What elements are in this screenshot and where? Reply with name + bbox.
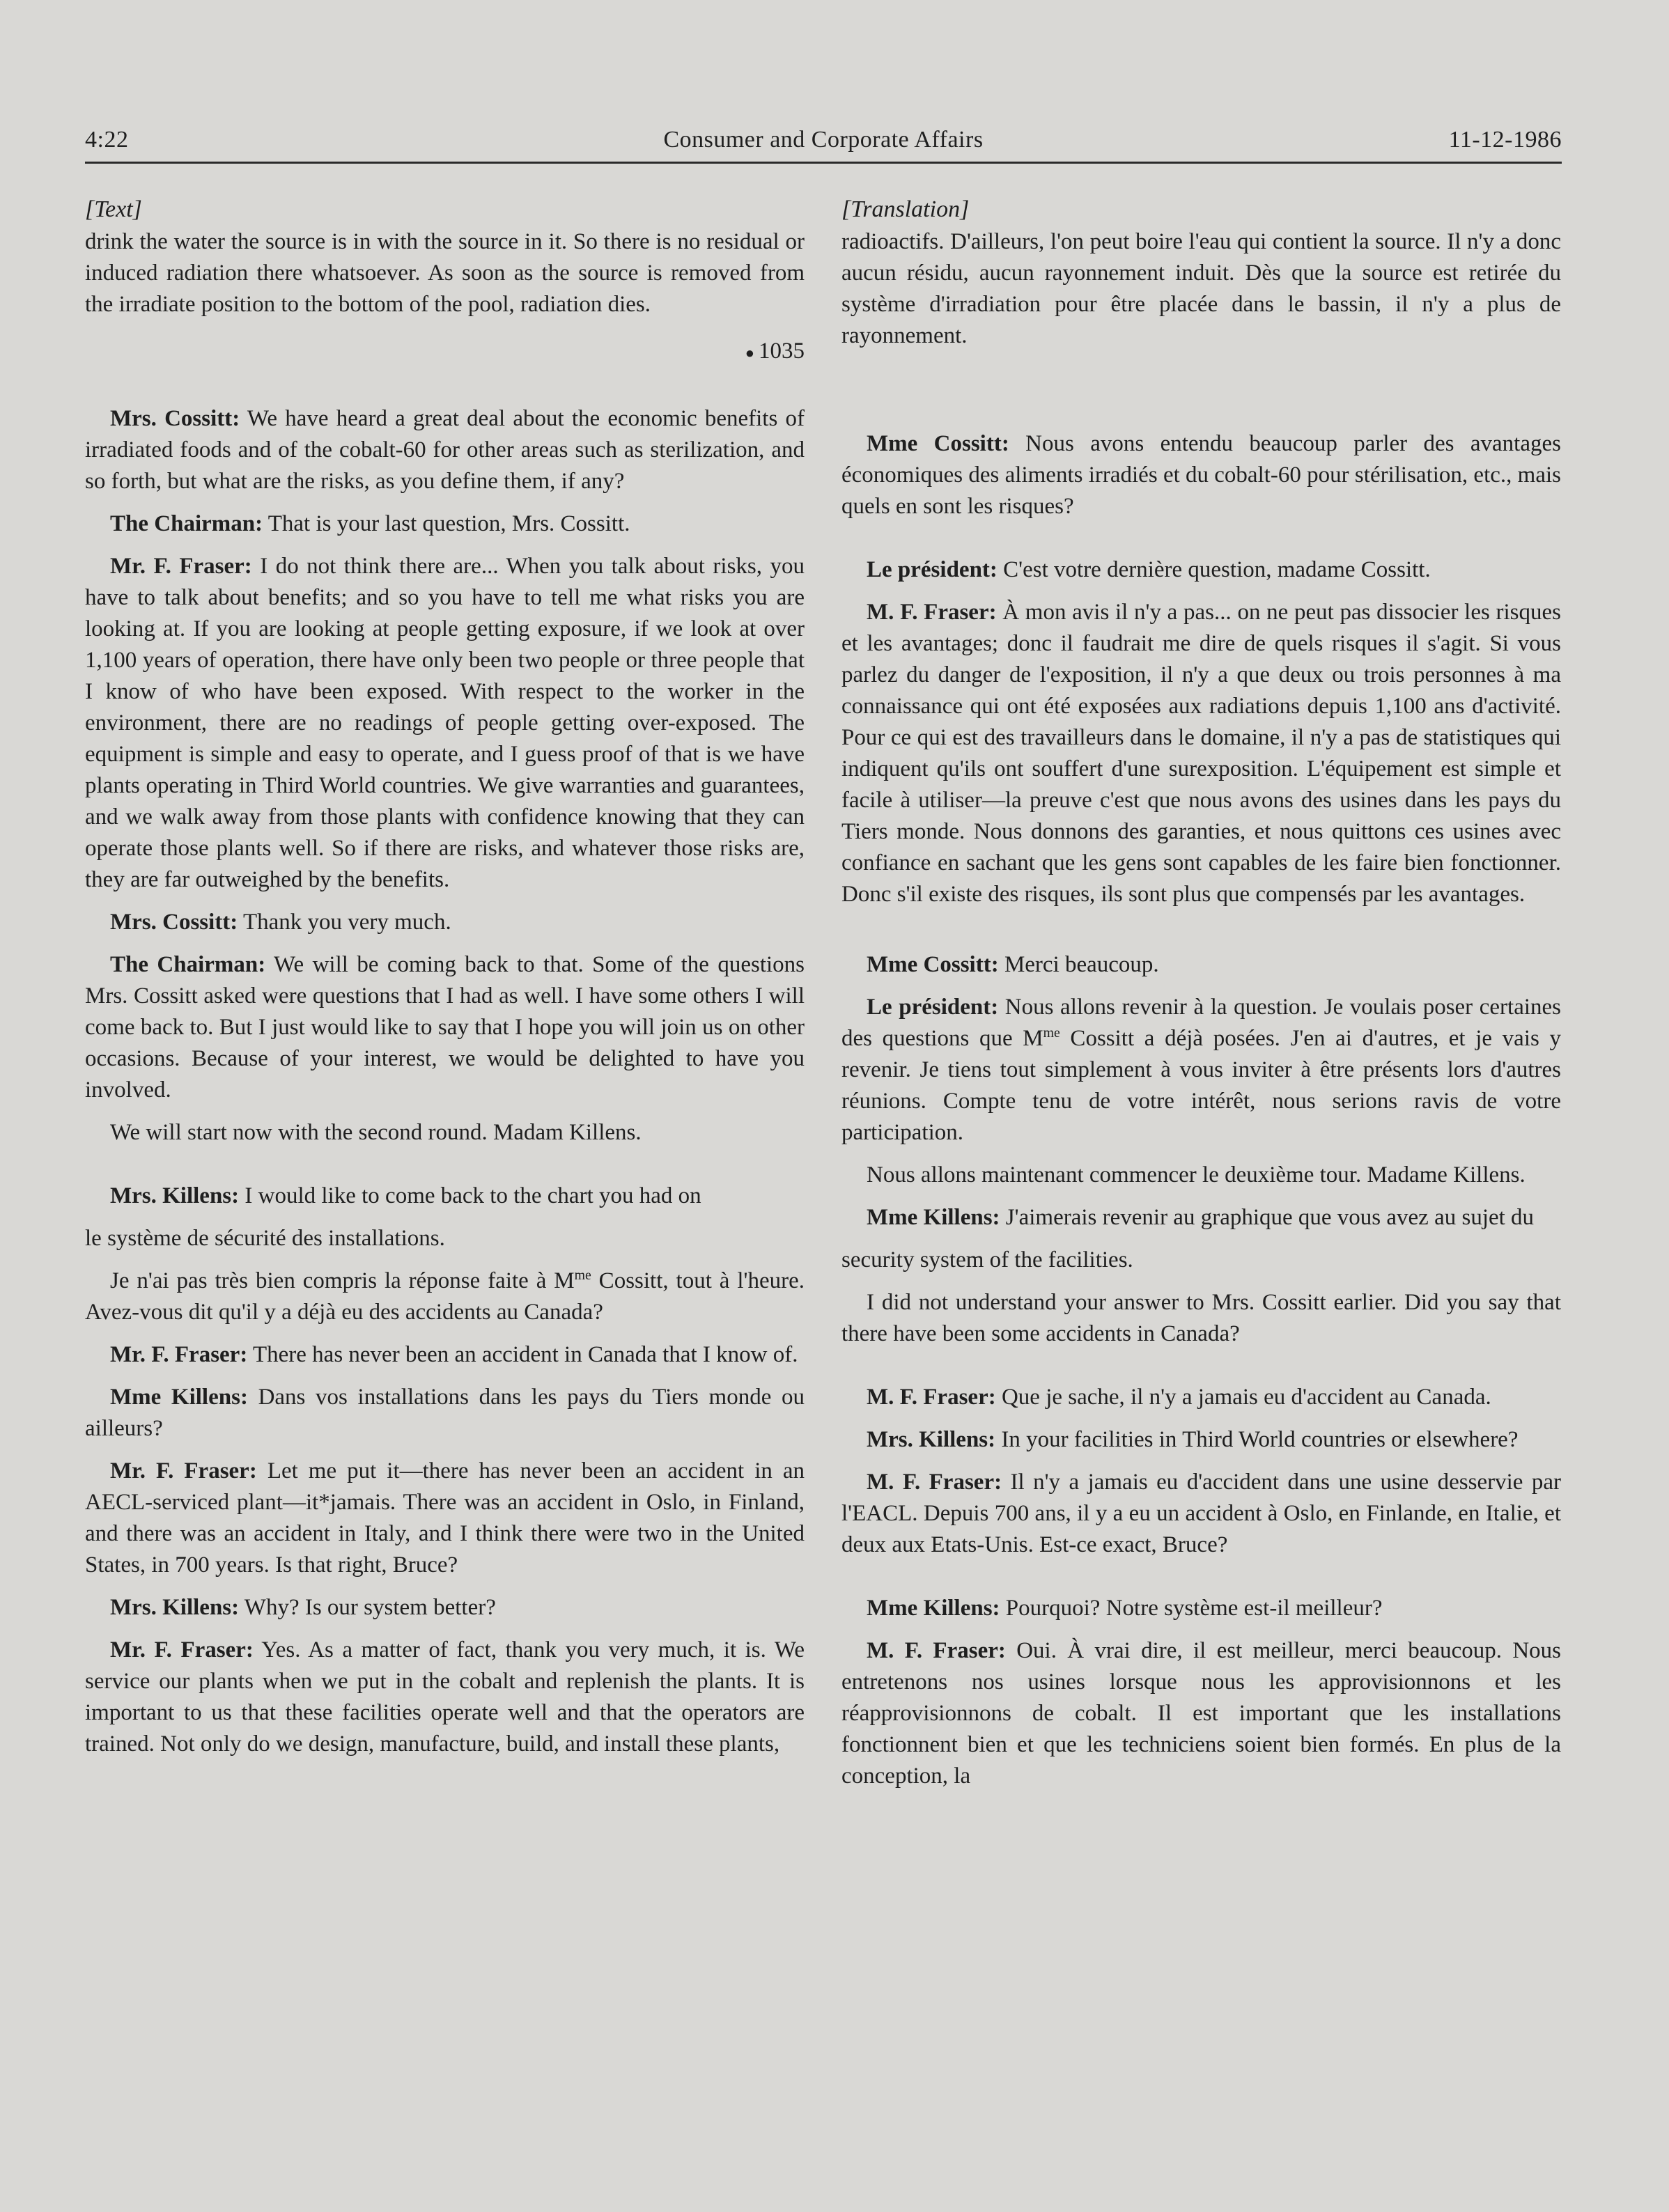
speech: Mrs. Killens: I would like to come back to the chart you had on [110,1183,701,1208]
speech: Le président: C'est votre dernière question, madame Cossitt. [867,557,1431,582]
speaker: The Chairman: [110,951,266,977]
bullet-icon: ● [745,343,754,361]
column-label: [Translation] [841,196,970,222]
paragraph: drink the water the source is in with the source in it. So there is no residual or induced radiation there whatsoever. As soon as the source is removed from the irradiate position to the bottom of the pool, radiation dies. [85,229,805,317]
speaker: M. F. Fraser: [867,600,997,625]
translation-column [841,194,1561,1803]
speech: Mrs. Cossitt: We have heard a great deal about the economic benefits of irradiated foods and of the cobalt-60 for other areas such as sterilization, and so forth, but what are the risks, as you define them, if any? [85,405,805,494]
column-label: [Text] [85,196,142,222]
speaker: Mme Cossitt: [867,952,999,977]
speaker: Mr. F. Fraser: [110,553,252,579]
speech: Mr. F. Fraser: Let me put it—there has never been an accident in an AECL-serviced plant—it*jamais. There was an accident in Oslo, in Finland, and there was an accident in Italy, and I think there were two in the United States, in 700 years. Is that right, Bruce? [85,1458,805,1578]
speech: Mme Killens: Pourquoi? Notre système est-il meilleur? [867,1596,1383,1621]
speaker: Mrs. Cossitt: [110,405,240,431]
paragraph: le système de sécurité des installations. [85,1225,445,1251]
speech: Mr. F. Fraser: Yes. As a matter of fact, thank you very much, it is. We service our plants when we put in the cobalt and replenish the plants. It is important to us that these facilities operate well and that the operators are trained. Not only do we design, manufacture, build, and install these plants, [85,1637,805,1757]
sitting-date: 11-12-1986 [1448,127,1562,153]
paragraph: Je n'ai pas très bien compris la réponse faite à $M^{me}$ Cossitt, tout à l'heure. Avez-vous dit qu'il y a déjà eu des accidents au Canada? [85,1267,805,1325]
speech: Mrs. Killens: In your facilities in Third World countries or elsewhere? [867,1427,1519,1452]
speaker: Mrs. Killens: [110,1594,240,1620]
speech: M. F. Fraser: À mon avis il n'y a pas... on ne peut pas dissocier les risques et les avantages; donc il faudrait me dire de quels risques il s'agit. Si vous parlez du danger de l'exposition, il n'y a que deux ou trois personnes à ma connaissance qui ont été exposées aux radiations depuis 1,100 ans d'activité. Pour ce qui est des travailleurs dans le domaine, il n'y a pas de statistiques qui indiquent qu'ils ont souffert d'une surexposition. L'équipement est simple et facile à utiliser—la preuve c'est que nous avons des usines dans les pays du Tiers monde. Nous donnons des garanties, et nous quittons ces usines avec confiance en sachant que les gens sont capables de les faire bien fonctionner. Donc s'il existe des risques, ils sont plus que compensés par les avantages. [841,600,1561,907]
time-marker: ● 1035 [745,338,805,364]
speaker: M. F. Fraser: [867,1470,1002,1495]
page-number: 4:22 [85,127,129,153]
speech: The Chairman: We will be coming back to that. Some of the questions Mrs. Cossitt asked were questions that I had as well. I have some others I will come back to. But I just would like to say that I hope you will join us on other occasions. Because of your interest, we would be delighted to have you involved. [85,951,805,1103]
speaker: Mme Killens: [867,1205,1000,1230]
speaker: M. F. Fraser: [867,1385,996,1410]
text-column [85,194,805,1771]
speech: Mr. F. Fraser: There has never been an accident in Canada that I know of. [110,1341,798,1367]
speaker: Mme Killens: [867,1596,1000,1621]
speech: M. F. Fraser: Que je sache, il n'y a jamais eu d'accident au Canada. [867,1385,1491,1410]
paragraph: radioactifs. D'ailleurs, l'on peut boire l'eau qui contient la source. Il n'y a donc aucun résidu, aucun rayonnement induit. Dès que la source est retirée du système d'irradiation pour être placée dans le bassin, il n'y a plus de rayonnement. [841,229,1561,348]
speaker: Le président: [867,995,999,1020]
speaker: M. F. Fraser: [867,1638,1006,1663]
speech: Mrs. Cossitt: Thank you very much. [110,909,451,935]
speech: Mr. F. Fraser: I do not think there are... When you talk about risks, you have to talk about benefits; and so you have to tell me what risks you are looking at. If you are looking at people getting exposure, if we look at over 1,100 years of operation, there have only been two people or three people that I know of who have been exposed. With respect to the worker in the environment, there are no readings of people getting over-exposed. The equipment is simple and easy to operate, and I guess proof of that is we have plants operating in Third World countries. We give warranties and guarantees, and we walk away from those plants with confidence knowing that they can operate those plants well. So if there are risks, and whatever those risks are, they are far outweighed by the benefits. [85,553,805,892]
speaker: Mme Killens: [110,1384,248,1410]
paragraph: We will start now with the second round. Madam Killens. [110,1119,642,1145]
speech: Le président: Nous allons revenir à la question. Je voulais poser certaines des questions que $M^{me}$ Cossitt a déjà posées. J'en ai d'autres, et je vais y revenir. Je tiens tout simplement à vous inviter à être présents lors d'autres réunions. Compte tenu de votre intérêt, nous serions ravis de votre participation. [841,995,1562,1145]
paragraph: security system of the facilities. [841,1247,1133,1272]
speaker: Mme Cossitt: [867,431,1009,456]
speaker: Le président: [867,557,997,582]
speech: M. F. Fraser: Il n'y a jamais eu d'accident dans une usine desservie par l'EACL. Depuis 700 ans, il y a eu un accident à Oslo, en Finlande, en Italie, et deux aux Etats-Unis. Est-ce exact, Bruce? [841,1470,1561,1557]
page-header [85,123,1562,164]
committee-title: Consumer and Corporate Affairs [663,127,984,153]
paragraph: I did not understand your answer to Mrs. Cossitt earlier. Did you say that there have been some accidents in Canada? [841,1290,1561,1346]
speaker: Mr. F. Fraser: [110,1637,254,1662]
speech: The Chairman: That is your last question, Mrs. Cossitt. [110,511,630,536]
speech: M. F. Fraser: Oui. À vrai dire, il est meilleur, merci beaucoup. Nous entretenons nos usines lorsque nous les approvisionnons et les réapprovisionnons de cobalt. Il est important que les installations fonctionnent bien et que les techniciens soient bien formés. En plus de la conception, la [841,1638,1561,1789]
speaker: Mr. F. Fraser: [110,1341,248,1367]
speech: Mrs. Killens: Why? Is our system better? [110,1594,496,1620]
speaker: Mrs. Killens: [867,1427,996,1452]
speaker: Mr. F. Fraser: [110,1458,257,1483]
paragraph: Nous allons maintenant commencer le deuxième tour. Madame Killens. [867,1162,1526,1187]
speaker: Mrs. Cossitt: [110,909,238,935]
speech: Mme Cossitt: Merci beaucoup. [867,952,1159,977]
speech: Mme Killens: Dans vos installations dans les pays du Tiers monde ou ailleurs? [85,1384,805,1441]
speaker: The Chairman: [110,511,263,536]
speech: Mme Cossitt: Nous avons entendu beaucoup parler des avantages économiques des aliments irradiés et du cobalt-60 pour stérilisation, etc., mais quels en sont les risques? [841,431,1561,519]
speaker: Mrs. Killens: [110,1183,240,1208]
speech: Mme Killens: J'aimerais revenir au graphique que vous avez au sujet du [867,1205,1535,1230]
